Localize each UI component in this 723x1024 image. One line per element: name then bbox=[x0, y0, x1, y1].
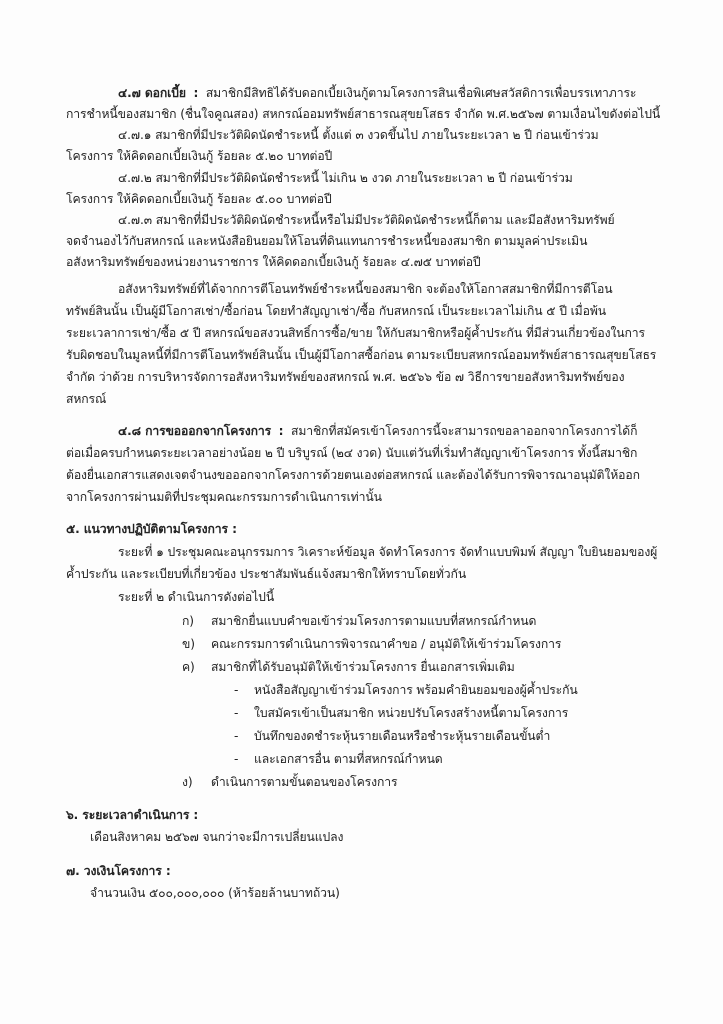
section-4-8-heading: ๔.๘ การขอออกจากโครงการ bbox=[118, 424, 272, 438]
section-4-7-colon: : bbox=[193, 86, 199, 100]
section-4-8-line-3: ต้องยื่นเอกสารแสดงเจตจำนงขอออกจากโครงการด้วยตนเองต่อสหกรณ์ และต้องได้รับการพิจารณาอนุมัติให้ออก bbox=[66, 468, 640, 482]
document-bullet-text: ใบสมัครเข้าเป็นสมาชิก หน่วยปรับโครงสร้างหนี้ตามโครงการ bbox=[254, 706, 569, 720]
phase-2-heading: ระยะที่ ๒ ดำเนินการดังต่อไปนี้ bbox=[118, 590, 275, 604]
section-4-7-text: สมาชิกมีสิทธิได้รับดอกเบี้ยเงินกู้ตามโครงการสินเชื่อพิเศษสวัสดิการเพื่อบรรเทาภาระ bbox=[205, 86, 637, 100]
asset-paragraph-line-3: ระยะเวลาการเช่า/ซื้อ ๕ ปี สหกรณ์ขอสงวนสิทธิ์การซื้อ/ขาย ให้กับสมาชิกหรือผู้ค้ำประกัน ที่มีส่วนเกี่ยวข้องในการ bbox=[66, 326, 645, 340]
asset-paragraph-line-2: ทรัพย์สินนั้น เป็นผู้มีโอกาสเช่า/ซื้อก่อน โดยทำสัญญาเช่า/ซื้อ กับสหกรณ์ เป็นระยะเวลาไม่เกิน ๕ ปี เมื่อพ้น bbox=[66, 304, 606, 318]
section-4-8-line-2: ต่อเมื่อครบกำหนดระยะเวลาอย่างน้อย ๒ ปี บริบูรณ์ (๒๔ งวด) นับแต่วันที่เริ่มทำสัญญาเข้าโครงการ ทั้งนี้สมาชิก bbox=[66, 446, 638, 460]
section-4-7-line-2: การชำหนี้ของสมาชิก (ชื่นใจคูณสอง) สหกรณ์ออมทรัพย์สาธารณสุขยโสธร จำกัด พ.ศ.๒๕๖๗ ตามเงื่อนไขดังต่อไปนี้ bbox=[66, 107, 661, 121]
phase-2-item-marker: ค) bbox=[182, 660, 195, 674]
section-6-heading: ๖. ระยะเวลาดำเนินการ : bbox=[66, 808, 199, 822]
document-bullet-text: และเอกสารอื่น ตามที่สหกรณ์กำหนด bbox=[254, 752, 443, 766]
asset-paragraph-line-4: รับผิดชอบในมูลหนี้ที่มีการตีโอนทรัพย์สินนั้น เป็นผู้มีโอกาสซื้อก่อน ตามระเบียบสหกรณ์ออมทรัพย์สาธารณสุขยโสธร bbox=[66, 348, 657, 362]
phase-2-item-text: สมาชิกที่ได้รับอนุมัติให้เข้าร่วมโครงการ ยื่นเอกสารเพิ่มเติม bbox=[211, 660, 515, 674]
section-4-7-1-line-2: โครงการ ให้คิดดอกเบี้ยเงินกู้ ร้อยละ ๕.๒๐ บาทต่อปี bbox=[66, 149, 333, 163]
section-7-heading: ๗. วงเงินโครงการ : bbox=[66, 864, 171, 878]
section-5-heading: ๕. แนวทางปฏิบัติตามโครงการ : bbox=[66, 522, 237, 536]
asset-paragraph-line-5: จำกัด ว่าด้วย การบริหารจัดการอสังหาริมทรัพย์ของสหกรณ์ พ.ศ. ๒๕๖๖ ข้อ ๗ วิธีการขายอสังหาริมทรัพย์ของ bbox=[66, 370, 625, 384]
section-4-7-3-line-2: จดจำนองไว้กับสหกรณ์ และหนังสือยินยอมให้โอนที่ดินแทนการชำระหนี้ของสมาชิก ตามมูลค่าประเมิน bbox=[66, 234, 588, 248]
phase-2-item-text: ดำเนินการตามขั้นตอนของโครงการ bbox=[211, 775, 398, 789]
section-4-7-line-1 bbox=[118, 84, 636, 102]
section-4-7-2-line-1: ๔.๗.๒ สมาชิกที่มีประวัติผิดนัดชำระหนี้ ไม่เกิน ๒ งวด ภายในระยะเวลา ๒ ปี ก่อนเข้าร่วม bbox=[118, 171, 573, 185]
phase-2-item-marker: ก) bbox=[182, 614, 194, 628]
phase-1-line-1: ระยะที่ ๑ ประชุมคณะอนุกรรมการ วิเคราะห์ข้อมูล จัดทำโครงการ จัดทำแบบพิมพ์ สัญญา ใบยินยอมของผู้ bbox=[118, 545, 658, 559]
document-bullet-text: หนังสือสัญญาเข้าร่วมโครงการ พร้อมคำยินยอมของผู้ค้ำประกัน bbox=[254, 683, 578, 697]
document-bullet-text: บันทึกของดชำระหุ้นรายเดือนหรือชำระหุ้นรายเดือนขั้นต่ำ bbox=[254, 729, 551, 743]
document-bullet-dash: - bbox=[234, 729, 239, 743]
document-bullet-dash: - bbox=[234, 706, 239, 720]
asset-paragraph-line-1: อสังหาริมทรัพย์ที่ได้จากการตีโอนทรัพย์ชำระหนี้ของสมาชิก จะต้องให้โอกาสสมาชิกที่มีการตีโอน bbox=[118, 282, 613, 296]
section-4-8-line-4: จากโครงการผ่านมติที่ประชุมคณะกรรมการดำเนินการเท่านั้น bbox=[66, 490, 382, 504]
section-4-8-text: สมาชิกที่สมัครเข้าโครงการนี้จะสามารถขอลาออกจากโครงการได้ก็ bbox=[290, 424, 638, 438]
phase-2-item-text: สมาชิกยื่นแบบคำขอเข้าร่วมโครงการตามแบบที่สหกรณ์กำหนด bbox=[211, 614, 537, 628]
section-4-7-1-line-1: ๔.๗.๑ สมาชิกที่มีประวัติผิดนัดชำระหนี้ ตั้งแต่ ๓ งวดขึ้นไป ภายในระยะเวลา ๒ ปี ก่อนเข้าร่วม bbox=[118, 128, 599, 142]
section-4-7-3-line-1: ๔.๗.๓ สมาชิกที่มีประวัติผิดนัดชำระหนี้หรือไม่มีประวัติผิดนัดชำระหนี้ก็ตาม และมีอสังหาริมทรัพย์ bbox=[118, 213, 615, 227]
phase-1-line-2: ค้ำประกัน และระเบียบที่เกี่ยวข้อง ประชาสัมพันธ์แจ้งสมาชิกให้ทราบโดยทั่วกัน bbox=[66, 567, 467, 581]
section-4-7-heading: ๔.๗ ดอกเบี้ย bbox=[118, 86, 186, 100]
phase-2-item-marker: ง) bbox=[182, 775, 193, 789]
phase-2-item-text: คณะกรรมการดำเนินการพิจารณาคำขอ / อนุมัติให้เข้าร่วมโครงการ bbox=[211, 637, 562, 651]
section-6-body: เดือนสิงหาคม ๒๕๖๗ จนกว่าจะมีการเปลี่ยนแปลง bbox=[90, 830, 344, 844]
section-4-8-line-1 bbox=[118, 422, 637, 440]
phase-2-item-marker: ข) bbox=[182, 637, 195, 651]
asset-paragraph-line-6: สหกรณ์ bbox=[66, 392, 107, 406]
section-4-8-colon: : bbox=[278, 424, 284, 438]
document-bullet-dash: - bbox=[234, 683, 239, 697]
document-bullet-dash: - bbox=[234, 752, 239, 766]
section-4-7-3-line-3: อสังหาริมทรัพย์ของหน่วยงานราชการ ให้คิดดอกเบี้ยเงินกู้ ร้อยละ ๔.๗๕ บาทต่อปี bbox=[66, 255, 481, 269]
section-7-body: จำนวนเงิน ๕๐๐,๐๐๐,๐๐๐ (ห้าร้อยล้านบาทถ้วน) bbox=[90, 886, 340, 900]
section-4-7-2-line-2: โครงการ ให้คิดดอกเบี้ยเงินกู้ ร้อยละ ๕.๐๐ บาทต่อปี bbox=[66, 192, 332, 206]
